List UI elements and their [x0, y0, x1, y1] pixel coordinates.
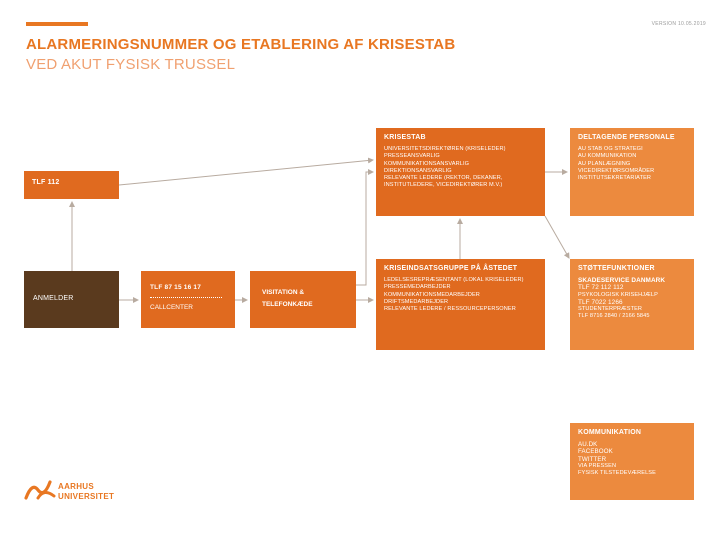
kommunikation-item: VIA PRESSEN [578, 462, 617, 469]
deltagende-item: INSTITUTSEKRETARIATER [578, 175, 652, 182]
page-title: ALARMERINGSNUMMER OG ETABLERING AF KRISESTAB [26, 36, 456, 53]
deltagende-title: DELTAGENDE PERSONALE [578, 134, 675, 141]
anmelder-box [24, 271, 119, 328]
kriseindsats-item: RELEVANTE LEDERE / RESSOURCEPERSONER [384, 306, 516, 313]
callcenter-number: TLF 87 15 16 17 [150, 284, 202, 291]
kommunikation-item: FACEBOOK [578, 448, 613, 456]
kommunikation-item: TWITTER [578, 455, 607, 463]
krisestab-title: KRISESTAB [384, 134, 426, 141]
arrow-visitation-to-krisestab [356, 172, 373, 285]
stotte-item: STUDENTERPRÆSTER [578, 306, 643, 313]
deltagende-item: AU KOMMUNIKATION [578, 153, 637, 160]
stotte-item: TLF 8716 2840 / 2166 5845 [578, 313, 650, 320]
deltagende-item: VICEDIREKTØRSOMRÅDER [578, 167, 655, 174]
deltagende-box [570, 128, 694, 216]
tlf112-label: TLF 112 [32, 179, 60, 186]
krisestab-box [376, 128, 545, 216]
stotte-title: STØTTEFUNKTIONER [578, 265, 655, 272]
page-subtitle: VED AKUT FYSISK TRUSSEL [26, 56, 236, 73]
callcenter-label: CALLCENTER [150, 304, 193, 311]
kommunikation-item: FYSISK TILSTEDEVÆRELSE [578, 470, 656, 477]
callcenter-box [141, 271, 235, 328]
callcenter-divider [150, 297, 222, 298]
deltagende-item: AU STAB OG STRATEGI [578, 146, 643, 152]
kommunikation-box [570, 423, 694, 500]
krisestab-item: INSTITUTLEDERE, VICEDIREKTØRER M.V.) [384, 182, 503, 189]
visitation-line1: VISITATION & [262, 289, 305, 296]
krisestab-item: DIREKTIONSANSVARLIG [384, 167, 452, 174]
kriseindsats-item: PRESSEMEDARBEJDER [384, 284, 451, 291]
logo-line2: UNIVERSITET [58, 492, 115, 501]
stotte-item: TLF 7022 1266 [578, 298, 623, 306]
arrow-krisestab-to-stotte [545, 216, 569, 258]
visitation-box [250, 271, 356, 328]
visitation-line2: TELEFONKÆDE [262, 301, 313, 308]
tlf112-box [24, 171, 119, 199]
arrow-tlf112-to-krisestab [119, 160, 373, 185]
stottefunktioner-box [570, 259, 694, 350]
kommunikation-item: AU.DK [578, 441, 598, 448]
krisestab-item: PRESSEANSVARLIG [384, 153, 440, 160]
krisestab-item: RELEVANTE LEDERE (REKTOR, DEKANER, [384, 175, 503, 182]
kriseindsats-title: KRISEINDSATSGRUPPE PÅ ÅSTEDET [384, 265, 518, 272]
kriseindsats-item: KOMMUNIKATIONSMEDARBEJDER [384, 291, 480, 298]
kommunikation-title: KOMMUNIKATION [578, 429, 642, 436]
stotte-item: PSYKOLOGISK KRISEHJÆLP [578, 291, 658, 298]
logo-text [58, 482, 114, 502]
kriseindsats-item: LEDELSESREPRÆSENTANT (LOKAL KRISELEDER) [384, 277, 524, 283]
logo-line1: AARHUS [58, 482, 95, 491]
kriseindsats-box [376, 259, 545, 350]
version-label: VERSION 10.05.2019 [651, 21, 706, 27]
anmelder-label: ANMELDER [33, 295, 74, 302]
stotte-item: TLF 72 112 112 [578, 284, 624, 292]
krisestab-item: UNIVERSITETSDIREKTØREN (KRISELEDER) [384, 146, 506, 152]
deltagende-item: AU PLANLÆGNING [578, 160, 631, 167]
aarhus-universitet-logo-icon [24, 478, 56, 500]
stotte-item: SKADESERVICE DANMARK [578, 277, 666, 284]
kriseindsats-item: DRIFTSMEDARBEJDER [384, 298, 449, 305]
krisestab-item: KOMMUNIKATIONSANSVARLIG [384, 160, 470, 167]
